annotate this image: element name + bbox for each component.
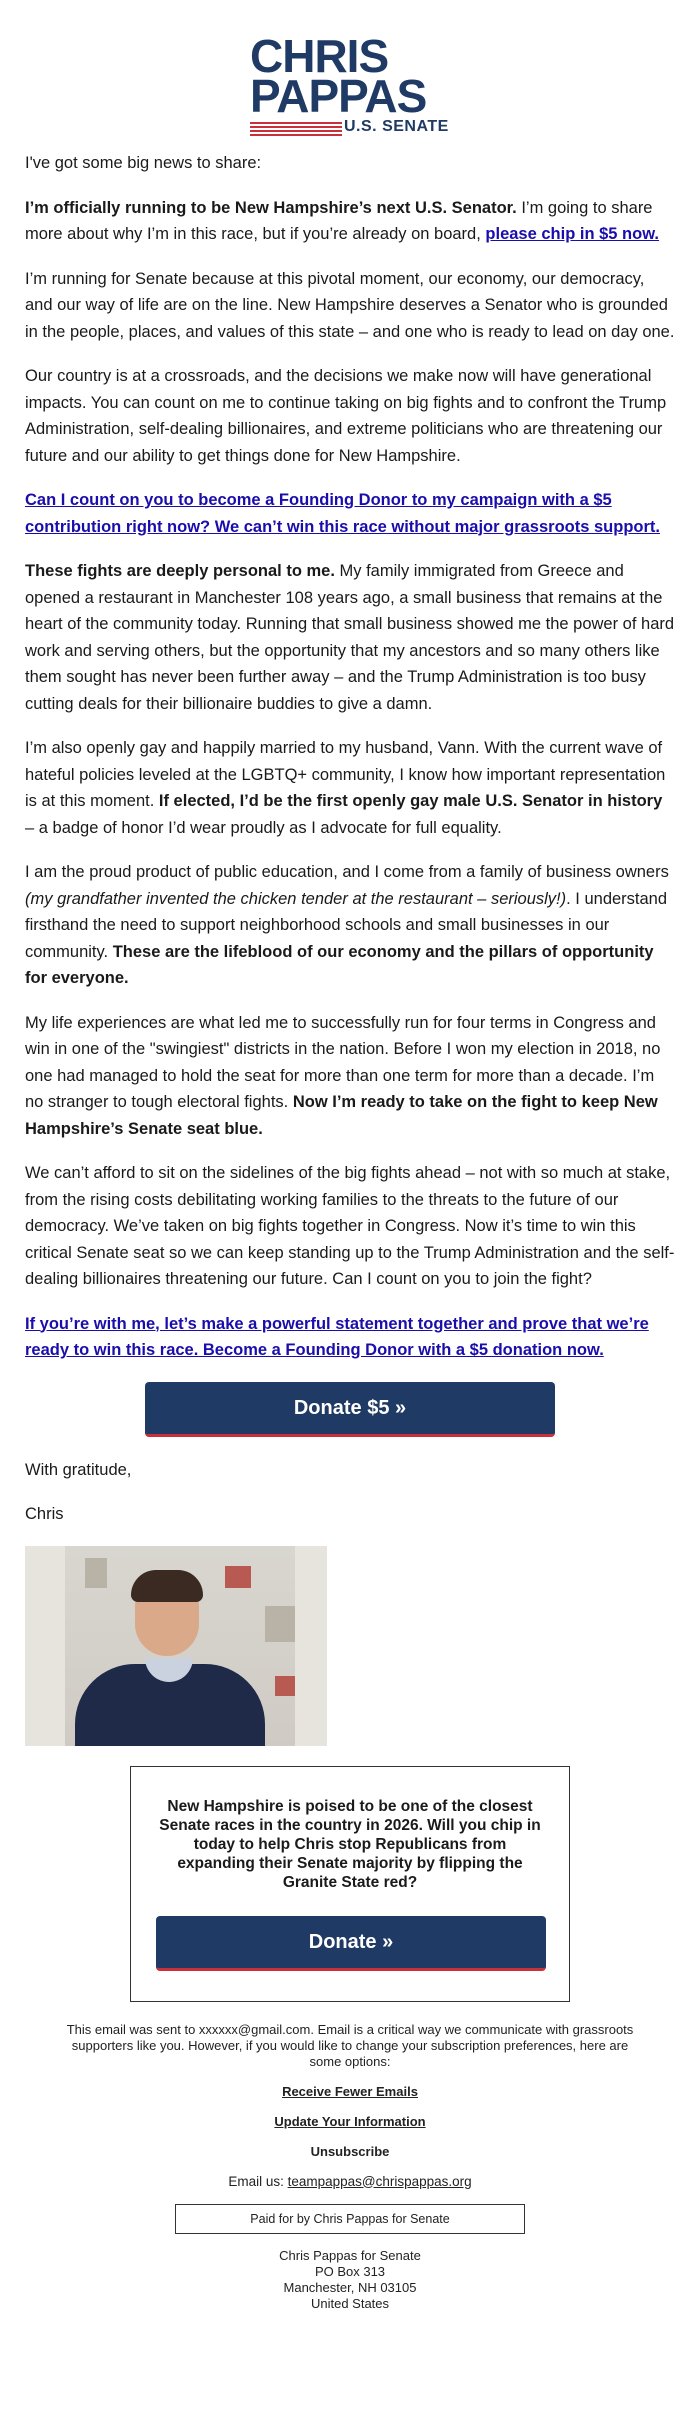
mailing-address <box>60 2248 640 2312</box>
representation-text-1: I’m also openly gay and happily married to my husband, Vann. With the current wave of hateful policies leveled at the LGBTQ+ community, I know how important representation is at this moment. <box>25 739 666 810</box>
donate-button[interactable]: Donate » <box>156 1916 546 1971</box>
footer-email-line <box>60 2174 640 2190</box>
update-information-link[interactable]: Update Your Information <box>274 2113 426 2129</box>
photo-bg-frame <box>265 1606 295 1642</box>
paragraph-representation <box>25 735 675 841</box>
paid-for-disclaimer: Paid for by Chris Pappas for Senate <box>175 2204 525 2234</box>
photo-bg-frame <box>275 1676 297 1696</box>
announcement-text: I’m going to share more about why I’m in this race, but if you’re already on board, <box>25 198 653 243</box>
campaign-email-link[interactable]: teampappas@chrispappas.org <box>287 2173 472 2189</box>
unsubscribe-link[interactable]: Unsubscribe <box>310 2143 390 2159</box>
paragraph-sidelines: We can’t afford to sit on the sidelines of the big fights ahead – not with so much at stake, from the rising costs debilitating working families to the threats to the future of our democracy. We’ve taken on big fights together in Congress. Now it’s time to win this critical Senate seat so we can keep standing up to the Trump Administration and the self-dealing billionaires threatening our future. Can I count on you to join the fight? <box>25 1164 675 1288</box>
photo-bg-shelf <box>295 1546 327 1746</box>
intro-paragraph: I've got some big news to share: <box>25 154 262 172</box>
address-line-country: United States <box>310 2295 390 2311</box>
photo-bg-frame <box>85 1558 107 1588</box>
donate-cta <box>25 1382 675 1437</box>
representation-text-2: – a badge of honor I’d wear proudly as I advocate for full equality. <box>25 818 502 837</box>
paragraph-personal <box>25 558 675 717</box>
paragraph-founding-donor <box>25 487 675 540</box>
paragraph-education <box>25 859 675 992</box>
experience-text: My life experiences are what led me to successfully run for four terms in Congress and win in one of the "swingiest" districts in the nation. Before I won my election in 2018, no one had managed to hold the seat for more than one term for more than a decade. I’m no stranger to tough electoral fights. <box>25 1013 661 1111</box>
powerful-statement-link[interactable]: If you’re with me, let’s make a powerful statement together and prove that we’re ready to win this race. Become a Founding Donor with a $5 donation now. <box>25 1314 649 1359</box>
founding-donor-link[interactable]: Can I count on you to become a Founding Donor to my campaign with a $5 contribution right now? We can’t win this race without major grassroots support. <box>25 491 660 536</box>
personal-bold: These fights are deeply personal to me. <box>25 562 335 580</box>
closing-appeal-box <box>130 1766 570 2002</box>
paragraph-experience <box>25 1010 675 1143</box>
paragraph-why-running: I’m running for Senate because at this pivotal moment, our economy, our democracy, and our way of life are on the line. New Hampshire deserves a Senator who is grounded in the people, places, and values of this state – and one who is ready to lead on day one. <box>25 269 675 341</box>
paragraph-announcement <box>25 195 675 248</box>
education-text-2: . I understand firsthand the need to support neighborhood schools and small businesses in our community. <box>25 889 668 961</box>
experience-bold: Now I’m ready to take on the fight to keep New Hampshire’s Senate seat blue. <box>25 1093 658 1138</box>
education-bold: These are the lifeblood of our economy and the pillars of opportunity for everyone. <box>25 942 654 987</box>
logo-mark <box>250 30 450 135</box>
candidate-photo[interactable] <box>25 1546 327 1746</box>
email-label: Email us: <box>228 2173 288 2189</box>
logo-line-first: CHRIS <box>250 30 389 82</box>
paragraph-powerful-statement <box>25 1311 675 1364</box>
closing-appeal-text: New Hampshire is poised to be one of the closest Senate races in the country in 2026. Will you chip in today to help Chris stop Republicans from expanding their Senate majority by flipping the Granite State red? <box>159 1797 541 1891</box>
flag-stripes-icon <box>250 122 342 136</box>
email-body <box>0 150 700 1746</box>
address-line-pobox: PO Box 313 <box>314 2263 386 2279</box>
photo-bg-shelf <box>25 1546 65 1746</box>
chip-in-link[interactable]: please chip in $5 now. <box>485 225 660 243</box>
email-footer <box>0 2022 700 2312</box>
photo-bg-frame <box>225 1566 251 1588</box>
address-line-name: Chris Pappas for Senate <box>279 2247 421 2263</box>
education-text-1: I am the proud product of public education, and I come from a family of business owners <box>25 863 669 881</box>
receive-fewer-emails-link[interactable]: Receive Fewer Emails <box>282 2083 418 2099</box>
footer-notice: This email was sent to xxxxxx@gmail.com. Email is a critical way we communicate with grassroots supporters like you. However, if you would like to change your subscription preferences, here are some options: <box>66 2021 634 2069</box>
signature: Chris <box>25 1505 64 1523</box>
campaign-logo[interactable] <box>0 0 700 150</box>
signoff: With gratitude, <box>25 1460 132 1479</box>
personal-text: My family immigrated from Greece and opened a restaurant in Manchester 108 years ago, a small business that remains at the heart of the community today. Running that small business showed me the power of hard work and serving others, but the opportunity that my ancestors and so many others like them sought has never been further away – and the Trump Administration is too busy cutting deals for their billionaire buddies to give a damn. <box>25 562 675 713</box>
address-line-city: Manchester, NH 03105 <box>283 2279 417 2295</box>
education-italic: (my grandfather invented the chicken tender at the restaurant – seriously!) <box>25 889 567 908</box>
donate-5-button[interactable]: Donate $5 » <box>145 1382 555 1437</box>
announcement-bold: I’m officially running to be New Hampshire’s next U.S. Senator. <box>25 198 517 217</box>
representation-bold: If elected, I’d be the first openly gay male U.S. Senator in history <box>158 792 663 810</box>
paragraph-crossroads: Our country is at a crossroads, and the decisions we make now will have generational impacts. You can count on me to continue taking on big fights and to confront the Trump Administration, self-dealing billionaires, and extreme politicians who are threatening our future and our ability to get things done for New Hampshire. <box>25 367 667 465</box>
logo-line-last: PAPPAS <box>250 70 427 122</box>
logo-subtitle: U.S. SENATE <box>344 118 449 135</box>
photo-hair <box>131 1570 203 1602</box>
